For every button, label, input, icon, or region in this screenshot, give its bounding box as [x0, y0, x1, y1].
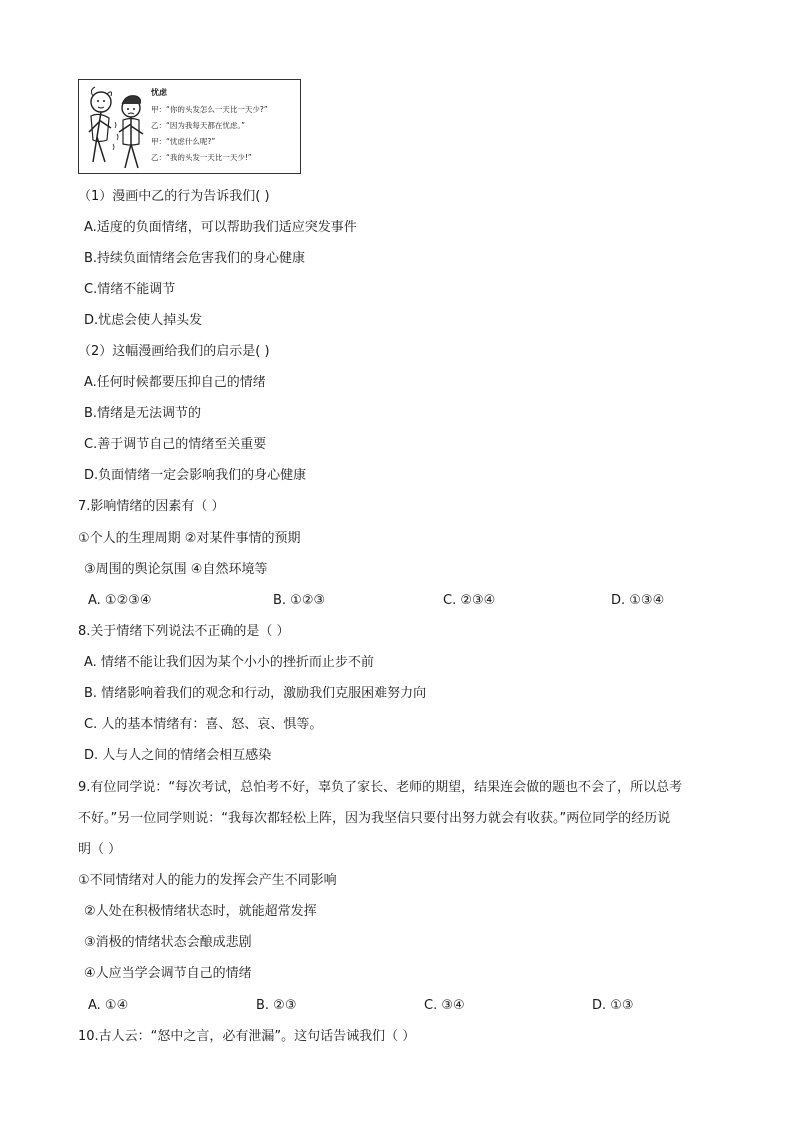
- cartoon-dialog-line: 乙：“我的头发一天比一天少!”: [151, 153, 252, 162]
- cartoon-dialog-line: 乙：“因为我每天都在忧虑。”: [151, 121, 246, 130]
- option-c: C.情绪不能调节: [84, 282, 176, 297]
- option-b: B.持续负面情绪会危害我们的身心健康: [84, 251, 306, 266]
- question-stem: （2）这幅漫画给我们的启示是( ): [78, 344, 270, 359]
- question-stem: 9.有位同学说：“每次考试，总怕考不好，辜负了家长、老师的期望，结果连会做的题也不会了，所以总考: [78, 780, 683, 795]
- option-a: A.任何时候都要压抑自己的情绪: [84, 375, 266, 390]
- question-stem: 10.古人云：“怒中之言，必有泄漏”。这句话告诫我们（ ）: [78, 1029, 416, 1044]
- option-d: D. ①③: [592, 998, 634, 1013]
- option-c: C. ③④: [424, 998, 465, 1013]
- option-c: C.善于调节自己的情绪至关重要: [84, 437, 267, 452]
- question-stem: （1）漫画中乙的行为告诉我们( ): [78, 189, 270, 204]
- cartoon-figures-illustration: [81, 82, 149, 172]
- statement-item: ③周围的舆论氛围 ④自然环境等: [84, 562, 268, 577]
- cartoon-dialog-line: 甲：“你的头发怎么一天比一天少?”: [151, 105, 268, 114]
- statement-item: ②人处在积极情绪状态时，就能超常发挥: [84, 904, 317, 919]
- cartoon-dialog-line: 甲：“忧虑什么呢?”: [151, 137, 216, 146]
- option-a: A.适度的负面情绪，可以帮助我们适应突发事件: [84, 220, 357, 235]
- option-b: B. ①②③: [273, 593, 326, 608]
- option-a: A. ①②③④: [88, 593, 152, 608]
- cartoon-title: 忧虑: [151, 88, 167, 97]
- option-b: B.情绪是无法调节的: [84, 406, 202, 421]
- question-stem: 7.影响情绪的因素有（ ）: [78, 499, 225, 514]
- option-a: A. ①④: [88, 998, 129, 1013]
- option-c: C. 人的基本情绪有：喜、怒、哀、惧等。: [84, 717, 323, 732]
- cartoon-image: [78, 79, 301, 174]
- statement-item: ①个人的生理周期 ②对某件事情的预期: [78, 531, 301, 546]
- option-d: D. ①③④: [611, 593, 665, 608]
- option-d: D.忧虑会使人掉头发: [84, 313, 203, 328]
- option-b: B. ②③: [256, 998, 297, 1013]
- statement-item: ①不同情绪对人的能力的发挥会产生不同影响: [78, 873, 337, 888]
- question-stem: 8.关于情绪下列说法不正确的是（ ）: [78, 624, 290, 639]
- question-stem: 明（ ）: [78, 842, 122, 857]
- statement-item: ③消极的情绪状态会酿成悲剧: [84, 935, 252, 950]
- statement-item: ④人应当学会调节自己的情绪: [84, 966, 252, 981]
- option-a: A. 情绪不能让我们因为某个小小的挫折而止步不前: [84, 655, 374, 670]
- option-b: B. 情绪影响着我们的观念和行动，激励我们克服困难努力向: [84, 686, 427, 701]
- option-d: D.负面情绪一定会影响我们的身心健康: [84, 468, 307, 483]
- option-d: D. 人与人之间的情绪会相互感染: [84, 748, 272, 763]
- question-stem: 不好。”另一位同学则说：“我每次都轻松上阵，因为我坚信只要付出努力就会有收获。”两位同学的经历说: [78, 811, 671, 826]
- option-c: C. ②③④: [443, 593, 496, 608]
